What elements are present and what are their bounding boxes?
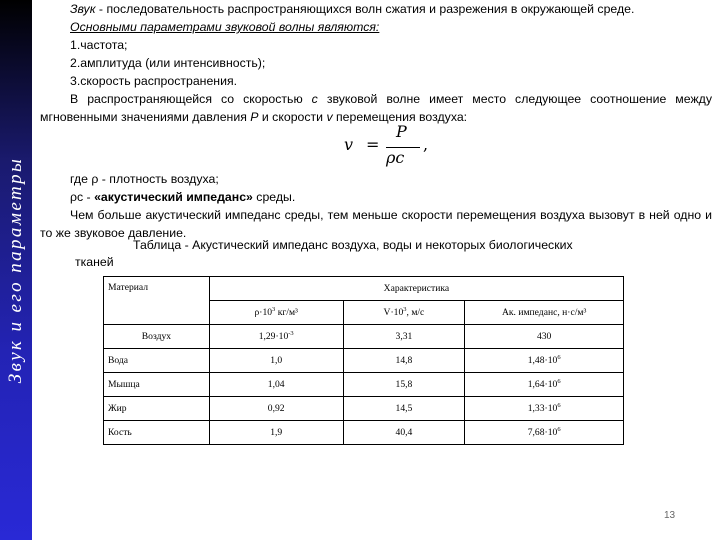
formula-comma: , [423, 135, 429, 154]
table-row [104, 325, 624, 349]
cell-material: Мышца [104, 373, 210, 397]
conclusion-paragraph: Чем больше акустический импеданс среды, тем меньше скорости перемещения воздуха вызовут в ней одно и то же звуковое давление. [40, 208, 712, 240]
table-header-row [104, 277, 624, 301]
formula-lhs: v [344, 135, 354, 154]
slide-number: 13 [664, 510, 676, 521]
cell-density: $1,29\cdot 10^{-3}$ [209, 325, 343, 349]
params-item: 1.частота; [70, 38, 128, 52]
formula-denominator: ρc [386, 148, 405, 167]
intro-definition: - последовательность распространяющихся волн сжатия и разрежения в окружающей среде. [95, 2, 635, 16]
slide-content [40, 0, 712, 242]
table-row [104, 421, 624, 445]
table-row [104, 397, 624, 421]
cell-density: 1,04 [209, 373, 343, 397]
cell-density: 1,0 [209, 349, 343, 373]
cell-material: Воздух [104, 325, 210, 349]
cell-density: 0,92 [209, 397, 343, 421]
params-heading-line [40, 18, 712, 36]
cell-impedance: 430 [465, 325, 624, 349]
cell-impedance: $1,48\cdot 10^6$ [465, 349, 624, 373]
rhoc-term: «акустический импеданс» [94, 190, 253, 204]
rhoc-definition [40, 188, 712, 206]
cell-velocity: 3,31 [343, 325, 465, 349]
header-characteristic: Характеристика [209, 277, 623, 301]
table-row [104, 373, 624, 397]
sidebar-title: Звук и его параметры [5, 156, 26, 384]
relation-text-b: звуковой волне имеет место следующее соотношение между мгновенными значениями давления [40, 92, 712, 124]
relation-text-d: перемещения воздуха: [332, 110, 468, 124]
relation-c: c [311, 92, 318, 106]
params-list [40, 36, 712, 90]
impedance-formula [40, 122, 712, 170]
intro-paragraph [40, 0, 712, 18]
rho-definition: где ρ - плотность воздуха; [70, 172, 219, 186]
caption-line-1: Таблица - Акустический импеданс воздуха, воды и некоторых биологических [133, 238, 573, 252]
cell-velocity: 14,5 [343, 397, 465, 421]
cell-material: Вода [104, 349, 210, 373]
relation-v: v [326, 110, 333, 124]
params-heading: Основными параметрами звуковой волны являются: [70, 20, 380, 34]
cell-impedance: $7,68\cdot 10^6$ [465, 421, 624, 445]
subheader-velocity: $V\cdot 10^3$, м/с [343, 301, 465, 325]
cell-impedance: $1,33\cdot 10^6$ [465, 397, 624, 421]
caption-line-2: тканей [75, 255, 114, 269]
table-caption [75, 237, 665, 271]
formula-numerator: P [396, 122, 407, 141]
cell-velocity: 15,8 [343, 373, 465, 397]
sidebar-band [0, 0, 32, 540]
cell-impedance: $1,64\cdot 10^6$ [465, 373, 624, 397]
cell-material: Жир [104, 397, 210, 421]
rhoc-prefix: ρс - [70, 190, 95, 204]
cell-material: Кость [104, 421, 210, 445]
subheader-density: $\rho\cdot 10^3$ кг/м³ [209, 301, 343, 325]
cell-velocity: 40,4 [343, 421, 465, 445]
relation-p: P [250, 110, 259, 124]
relation-text-c: и скорости [258, 110, 327, 124]
rhoc-suffix: среды. [252, 190, 296, 204]
intro-term: Звук [70, 2, 96, 16]
subheader-impedance: Ак. импеданс, н·с/м³ [465, 301, 624, 325]
impedance-table [103, 276, 624, 445]
relation-paragraph [40, 90, 712, 126]
relation-text-a: В распространяющейся со скоростью [70, 92, 312, 106]
cell-density: 1,9 [209, 421, 343, 445]
header-material: Материал [104, 277, 210, 325]
formula-equals: = [366, 135, 380, 154]
params-item: 3.скорость распространения. [70, 74, 238, 88]
params-item: 2.амплитуда (или интенсивность); [70, 56, 266, 70]
table-row [104, 349, 624, 373]
cell-velocity: 14,8 [343, 349, 465, 373]
